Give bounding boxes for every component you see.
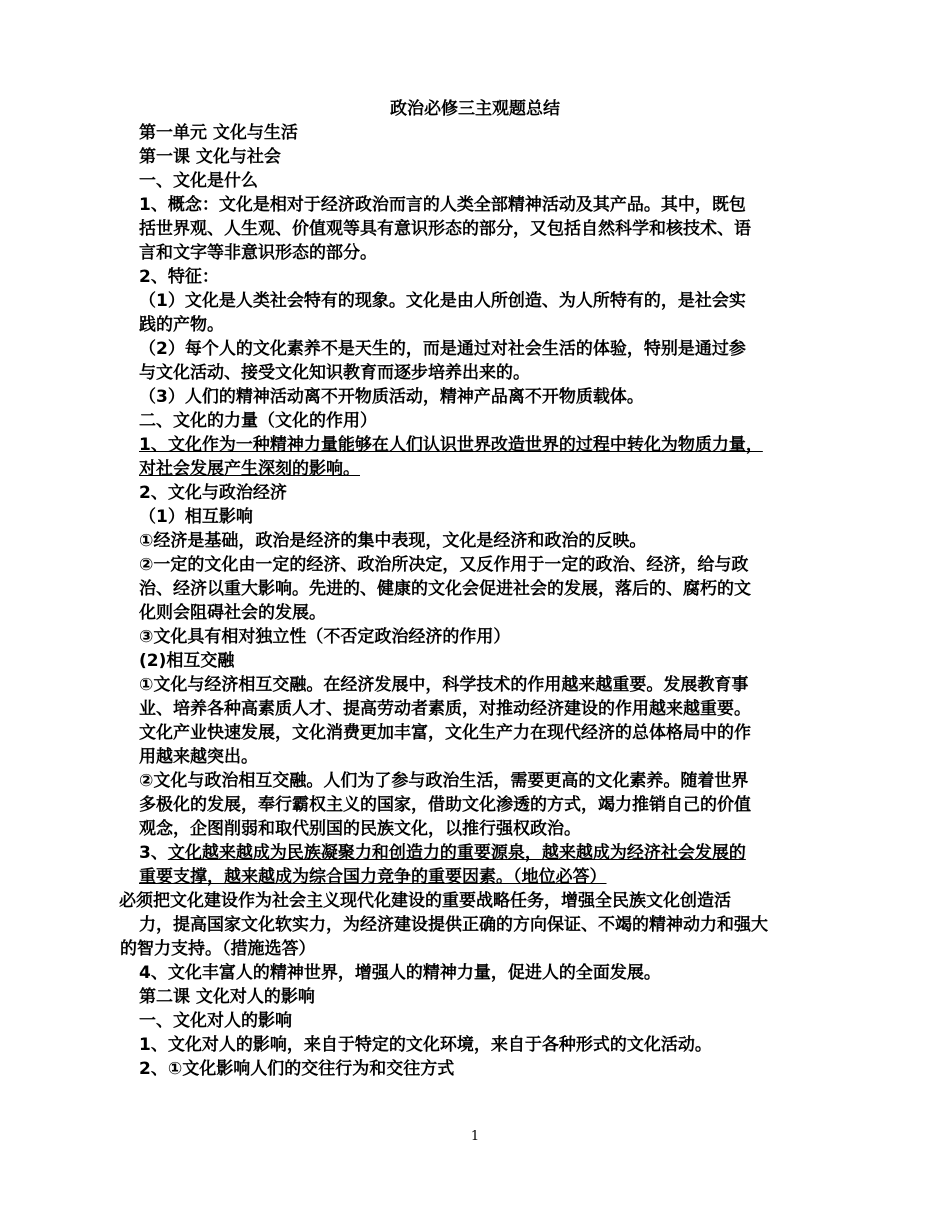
paragraph-line: 用越来越突出。 [139,747,258,767]
page-title: 政治必修三主观题总结 [390,99,560,119]
paragraph-line: 2、特征： [139,267,219,287]
paragraph-line: 力，提高国家文化软实力，为经济建设提供正确的方向保证、不竭的精神动力和强大 [139,915,768,935]
item-number: 3、 [139,843,168,863]
section-heading: 一、文化对人的影响 [139,1011,292,1031]
underlined-line: 1、文化作为一种精神力量能够在人们认识世界改造世界的过程中转化为物质力量， [139,435,763,455]
paragraph-line: 言和文字等非意识形态的部分。 [139,243,377,263]
paragraph-line [139,841,815,865]
paragraph-line: （1）相互影响 [139,507,253,527]
unit-heading: 第一单元 文化与生活 [139,123,298,143]
paragraph-line: 践的产物。 [139,315,224,335]
section-heading: 一、文化是什么 [139,171,258,191]
paragraph-line: ①文化与经济相互交融。在经济发展中，科学技术的作用越来越重要。发展教育事 [139,675,749,695]
paragraph-line: 的智力支持。（措施选答） [120,939,316,959]
paragraph-line: 括世界观、人生观、价值观等具有意识形态的部分，又包括自然科学和核技术、语 [139,219,751,239]
paragraph-line: 2、①文化影响人们的交往行为和交往方式 [139,1059,455,1079]
page-number: 1 [470,1129,480,1144]
paragraph-line: ②一定的文化由一定的经济、政治所决定，又反作用于一定的政治、经济，给与政 [139,555,749,575]
paragraph-line: 文化产业快速发展，文化消费更加丰富，文化生产力在现代经济的总体格局中的作 [139,723,751,743]
underlined-text: 对社会发展产生深刻的影响。 [139,459,360,479]
paragraph-line: 观念，企图削弱和取代别国的民族文化，以推行强权政治。 [139,819,581,839]
lesson-heading: 第二课 文化对人的影响 [139,987,315,1007]
paragraph-line: 2、文化与政治经济 [139,483,287,503]
lesson-heading: 第一课 文化与社会 [139,147,281,167]
paragraph-line: 化则会阻碍社会的发展。 [139,603,326,623]
document-body [119,121,815,1081]
paragraph-line: 必须把文化建设作为社会主义现代化建设的重要战略任务，增强全民族文化创造活 [119,891,731,911]
underlined-line-wrap [139,457,815,481]
paragraph-line: ②文化与政治相互交融。人们为了参与政治生活，需要更高的文化素养。随着世界 [139,771,749,791]
paragraph-line: 治、经济以重大影响。先进的、健康的文化会促进社会的发展，落后的、腐朽的文 [139,579,751,599]
paragraph-line: 业、培养各种高素质人才、提高劳动者素质，对推动经济建设的作用越来越重要。 [139,699,751,719]
paragraph-line: （1）文化是人类社会特有的现象。文化是由人所创造、为人所特有的，是社会实 [139,291,746,311]
paragraph-line: 与文化活动、接受文化知识教育而逐步培养出来的。 [139,363,530,383]
underlined-text: 文化越来越成为民族凝聚力和创造力的重要源泉，越来越成为经济社会发展的 [167,843,746,863]
paragraph-line: 1、文化对人的影响，来自于特定的文化环境，来自于各种形式的文化活动。 [139,1035,712,1055]
paragraph-line: （3）人们的精神活动离不开物质活动，精神产品离不开物质载体。 [139,387,644,407]
paragraph-line: (2)相互交融 [139,651,235,671]
underlined-line: 重要支撑，越来越成为综合国力竞争的重要因素。（地位必答） [139,867,607,887]
section-heading: 二、文化的力量（文化的作用） [139,411,377,431]
paragraph-line: ①经济是基础，政治是经济的集中表现，文化是经济和政治的反映。 [139,531,647,551]
paragraph-line: 1、概念：文化是相对于经济政治而言的人类全部精神活动及其产品。其中，既包 [139,195,746,215]
paragraph-line: ③文化具有相对独立性（不否定政治经济的作用） [139,627,511,647]
paragraph-line: （2）每个人的文化素养不是天生的，而是通过对社会生活的体验，特别是通过参 [139,339,746,359]
paragraph-line: 4、文化丰富人的精神世界，增强人的精神力量，促进人的全面发展。 [139,963,661,983]
paragraph-line: 多极化的发展，奉行霸权主义的国家，借助文化渗透的方式，竭力推销自己的价值 [139,795,751,815]
